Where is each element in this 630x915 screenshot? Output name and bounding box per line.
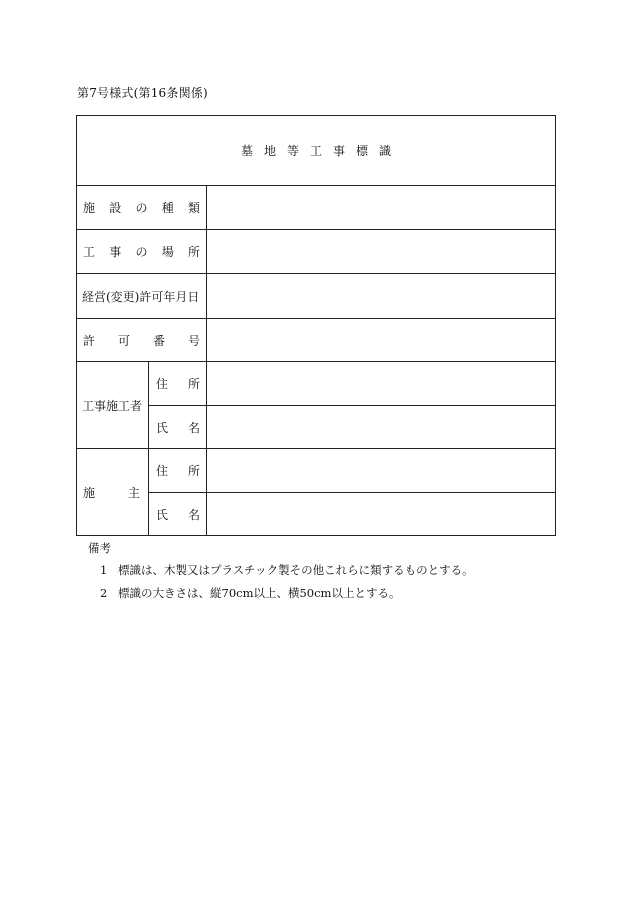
operator-name-label [149,493,207,535]
label-char: 工 [83,245,96,259]
form-number-label: 第7号様式(第16条関係) [77,86,208,100]
facility-type-row [77,186,555,230]
contractor-address-label [149,362,207,406]
label-char: 氏 [156,507,169,522]
contractor-group-label [77,362,149,449]
permit-number-value[interactable] [207,319,555,361]
note-number: 2 [100,586,108,600]
label-char: 氏 [156,420,169,435]
construction-sign-form [76,115,556,536]
permit-date-row [77,274,555,319]
label-char: の [135,201,148,215]
operator-address-label [149,449,207,493]
note-item [100,562,474,578]
permit-number-row [77,319,555,362]
label-char: 住 [156,377,169,391]
form-title: 墓地等工事標識 [240,144,402,158]
label-char: 名 [187,420,200,435]
label-char: の [135,245,148,259]
label-char: 種 [161,201,174,215]
contractor-name-label [149,406,207,449]
label-char: 事 [109,245,122,259]
facility-type-value[interactable] [207,186,555,229]
title-row [77,116,555,186]
label-char: 場 [161,245,174,259]
label-char: 設 [109,201,122,215]
label-char: 番 [152,333,165,348]
label-char: 所 [187,245,200,259]
work-place-label [77,230,207,273]
notes-heading: 備考 [88,541,111,555]
contractor-name-value[interactable] [207,406,555,449]
permit-date-label-text: 経営(変更)許可年月日 [82,289,200,304]
label-char: 可 [117,333,130,348]
operator-group-label [77,449,149,535]
label-char: 所 [187,464,200,478]
note-number: 1 [100,563,108,577]
operator-name-value[interactable] [207,493,555,535]
work-place-value[interactable] [207,230,555,273]
label-char: 施 [83,201,96,215]
label-char: 住 [156,464,169,478]
note-text: 標識は、木製又はプラスチック製その他これらに類するものとする。 [118,563,474,577]
facility-type-label [77,186,207,229]
permit-number-label [77,319,207,361]
permit-date-value[interactable] [207,274,555,318]
note-text: 標識の大きさは、縦70cm以上、横50cm以上とする。 [118,586,401,600]
label-char: 主 [127,485,140,500]
contractor-label-text: 工事施工者 [82,398,143,413]
label-char: 所 [187,377,200,391]
work-place-row [77,230,555,274]
label-char: 施 [83,485,96,500]
contractor-address-value[interactable] [207,362,555,406]
notes-section [88,540,474,608]
note-item [100,585,474,601]
operator-address-value[interactable] [207,449,555,493]
label-char: 許 [83,333,96,348]
label-char: 号 [187,333,200,348]
label-char: 類 [187,201,200,215]
permit-date-label [77,274,207,318]
label-char: 名 [187,507,200,522]
